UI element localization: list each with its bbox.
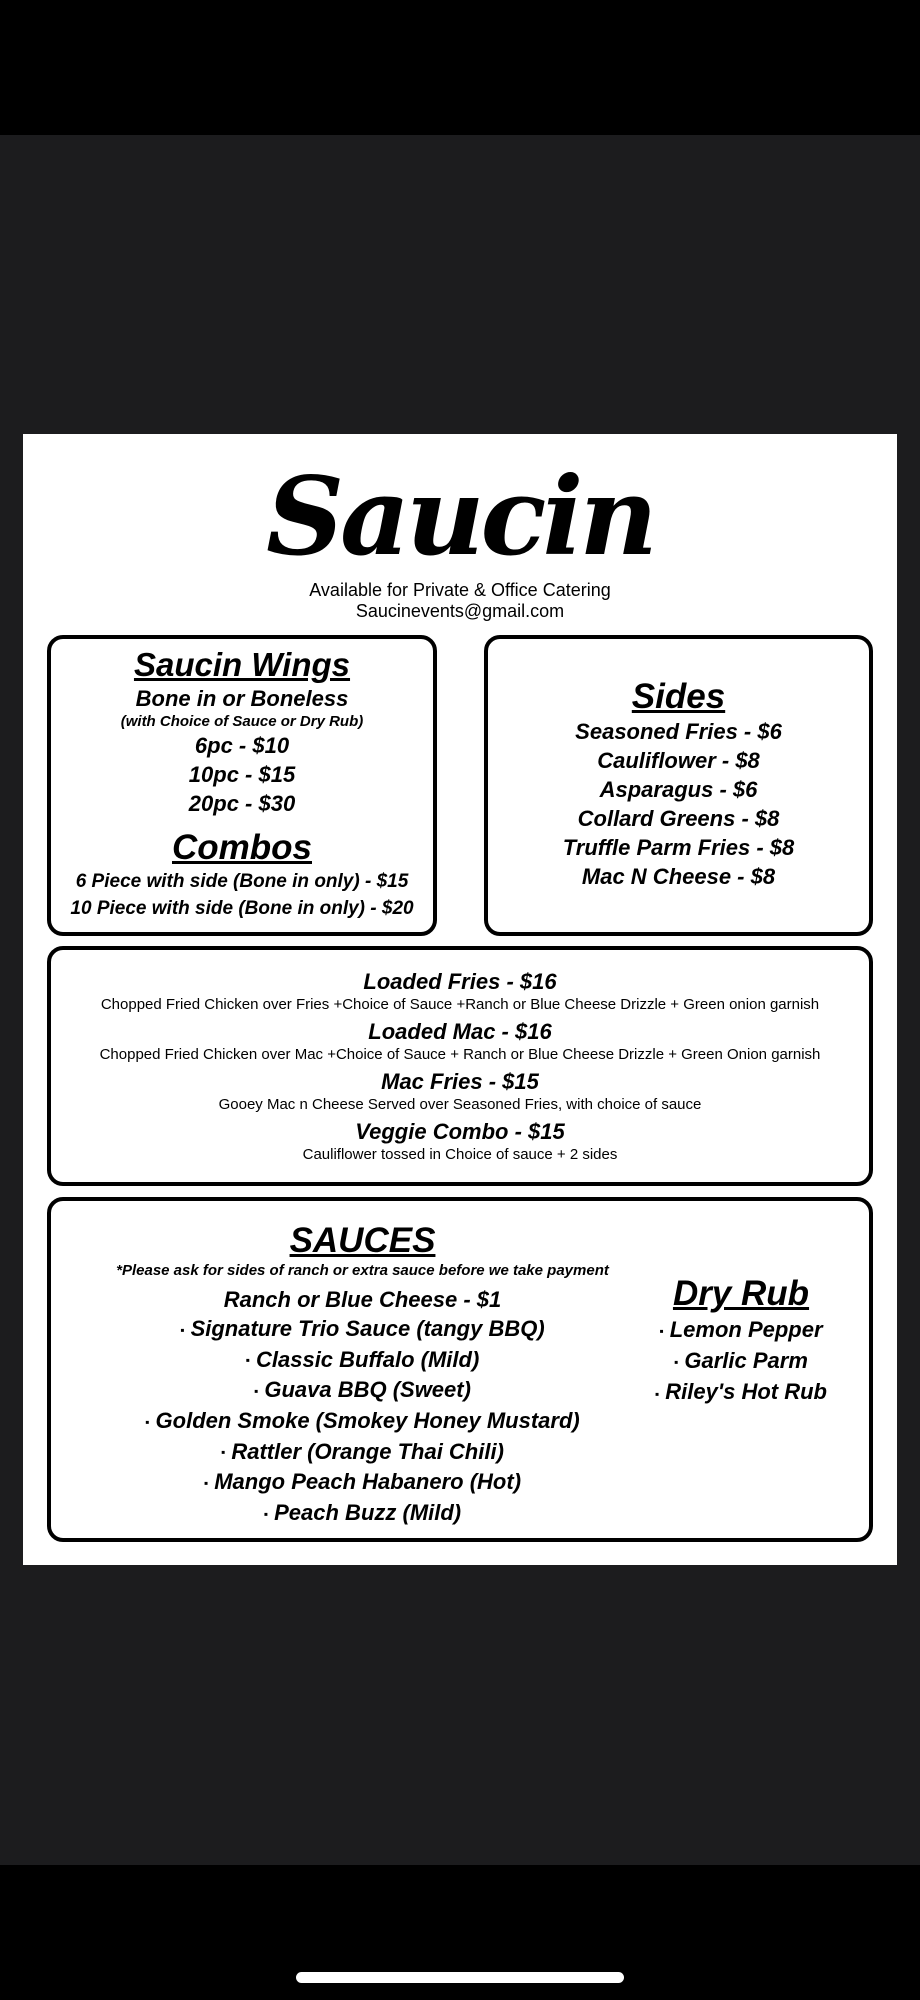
bullet-icon: ▪ <box>221 1445 226 1460</box>
side-item: Truffle Parm Fries - $8 <box>562 835 795 860</box>
loaded-item-desc: Cauliflower tossed in Choice of sauce + 2 sides <box>302 1146 618 1163</box>
loaded-item-desc: Chopped Fried Chicken over Fries +Choice of Sauce +Ranch or Blue Cheese Drizzle + Green onion garnish <box>100 996 820 1013</box>
dry-rub-title: Dry Rub <box>672 1274 810 1313</box>
ranch-item: Ranch or Blue Cheese - $1 <box>223 1287 502 1312</box>
bullet-icon: ▪ <box>203 1476 209 1491</box>
sauces-note: *Please ask for sides of ranch or extra sauce before we take payment <box>116 1262 609 1279</box>
sides-title: Sides <box>631 677 726 716</box>
loaded-item-desc: Chopped Fried Chicken over Mac +Choice of Sauce + Ranch or Blue Cheese Drizzle + Green Onion garnish <box>99 1046 821 1063</box>
wings-title: Saucin Wings <box>133 646 351 683</box>
bullet-icon: ▪ <box>655 1386 660 1401</box>
sauces-title: SAUCES <box>289 1221 436 1260</box>
menu-image <box>23 434 897 1565</box>
loaded-item-name: Veggie Combo - $15 <box>355 1119 565 1144</box>
bullet-icon: ▪ <box>245 1353 250 1368</box>
home-indicator[interactable] <box>296 1972 624 1983</box>
bullet-icon: ▪ <box>254 1384 259 1399</box>
side-item: Cauliflower - $8 <box>597 748 760 773</box>
rub-item: ▪ Garlic Parm <box>674 1348 808 1374</box>
wings-section <box>47 635 437 936</box>
sauces-section <box>47 1197 873 1542</box>
sauces-column <box>75 1221 650 1529</box>
bullet-icon: ▪ <box>180 1322 185 1337</box>
wings-price-20pc: 20pc - $30 <box>188 791 296 816</box>
sauce-item: ▪ Signature Trio Sauce (tangy BBQ) <box>180 1316 545 1341</box>
bullet-icon: ▪ <box>145 1414 150 1429</box>
loaded-item-desc: Gooey Mac n Cheese Served over Seasoned Fries, with choice of sauce <box>218 1096 702 1113</box>
wings-price-10pc: 10pc - $15 <box>188 762 296 787</box>
side-item: Asparagus - $6 <box>599 777 758 802</box>
sauce-item: ▪ Mango Peach Habanero (Hot) <box>203 1469 522 1495</box>
bullet-icon: ▪ <box>674 1355 679 1370</box>
catering-tagline: Available for Private & Office Catering <box>309 580 611 600</box>
rub-item: ▪ Lemon Pepper <box>659 1317 823 1342</box>
combos-title: Combos <box>172 828 312 867</box>
wings-price-6pc: 6pc - $10 <box>194 733 290 758</box>
side-item: Collard Greens - $8 <box>577 806 780 831</box>
bullet-icon: ▪ <box>263 1506 269 1521</box>
loaded-section <box>47 946 873 1186</box>
sauce-item: ▪ Peach Buzz (Mild) <box>263 1500 462 1526</box>
dry-rub-column <box>641 1273 841 1409</box>
sauce-item: ▪ Golden Smoke (Smokey Honey Mustard) <box>145 1408 580 1434</box>
sauce-item: ▪ Guava BBQ (Sweet) <box>254 1377 471 1403</box>
sauce-item: ▪ Rattler (Orange Thai Chili) <box>221 1438 504 1464</box>
sauce-item: ▪ Classic Buffalo (Mild) <box>245 1346 480 1372</box>
rub-item: ▪ Riley's Hot Rub <box>655 1379 827 1405</box>
wings-note: (with Choice of Sauce or Dry Rub) <box>120 713 364 730</box>
loaded-item-name: Loaded Mac - $16 <box>368 1019 552 1044</box>
combo-item-10: 10 Piece with side (Bone in only) - $20 <box>70 898 414 919</box>
side-item: Mac N Cheese - $8 <box>581 864 776 889</box>
wings-subtitle: Bone in or Boneless <box>135 686 349 711</box>
loaded-item-name: Loaded Fries - $16 <box>363 969 557 994</box>
bullet-icon: ▪ <box>659 1324 664 1339</box>
status-bar-area <box>0 0 920 135</box>
loaded-item-name: Mac Fries - $15 <box>381 1069 539 1094</box>
combo-item-6: 6 Piece with side (Bone in only) - $15 <box>75 871 409 892</box>
side-item: Seasoned Fries - $6 <box>575 719 782 744</box>
sides-section <box>484 635 873 936</box>
contact-email: Saucinevents@gmail.com <box>355 601 565 621</box>
saucin-logo: Saucin <box>266 454 654 580</box>
